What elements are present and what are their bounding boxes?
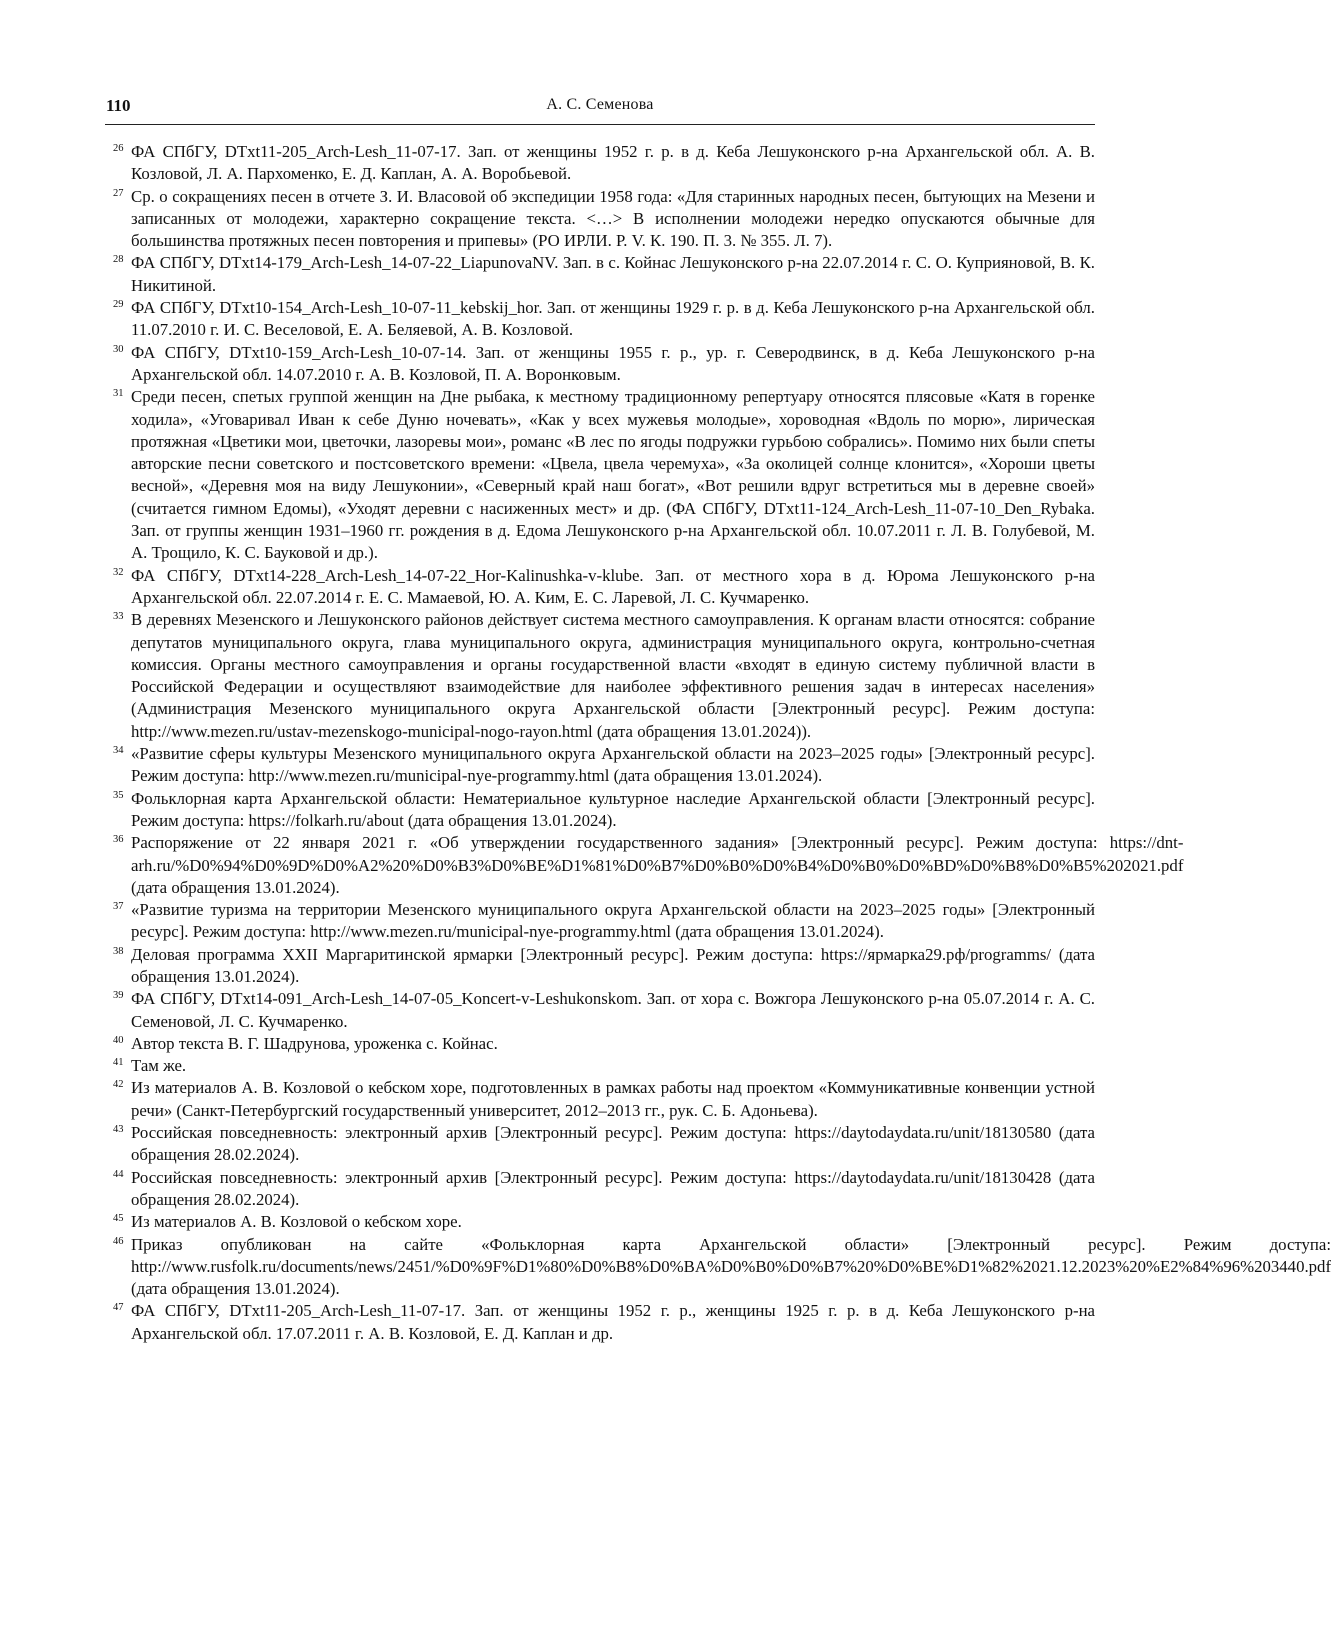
- endnote: [105, 141, 1095, 186]
- page-header: [105, 0, 1095, 125]
- endnote: [105, 899, 1095, 944]
- endnote-number: 42: [113, 1079, 124, 1091]
- endnote-text: ФА СПбГУ, DTxt14-228_Arch-Lesh_14-07-22_Hor-Kalinushka-v-klube. Зап. от местного хора в д. Юрома Лешуконского р-на Архангельской обл. 22.07.2014 г. Е. С. Мамаевой, Ю. А. Ким, Е. С. Ларевой, Л. С. Кучмаренко.: [131, 565, 1095, 607]
- endnote-number: 32: [113, 566, 124, 578]
- endnote-number: 28: [113, 254, 124, 266]
- endnote: [105, 1167, 1095, 1212]
- endnote: [105, 1033, 1095, 1055]
- endnote: [105, 1055, 1095, 1077]
- endnote-text: Из материалов А. В. Козловой о кебском хоре.: [131, 1212, 462, 1232]
- endnote: [105, 1300, 1095, 1345]
- endnote: [105, 1122, 1095, 1167]
- endnote-text: «Развитие сферы культуры Мезенского муниципального округа Архангельской области на 2023–2025 годы» [Электронный ресурс]. Режим доступа: http://www.mezen.ru/municipal-nye-programmy.html (дата обращения 13.01.2024).: [131, 744, 1095, 786]
- endnote-text: ФА СПбГУ, DTxt10-159_Arch-Lesh_10-07-14. Зап. от женщины 1955 г. р., ур. г. Северодвинск, в д. Кеба Лешуконского р-на Архангельской обл. 14.07.2010 г. А. В. Козловой, П. А. Воронковым.: [131, 342, 1095, 384]
- endnote: [105, 1234, 1331, 1301]
- document-page: [105, 0, 1331, 1345]
- endnote-text: Российская повседневность: электронный архив [Электронный ресурс]. Режим доступа: https://daytodaydata.ru/unit/18130580 (дата обращения 28.02.2024).: [131, 1123, 1095, 1165]
- endnote: [105, 944, 1095, 989]
- endnote-number: 34: [113, 745, 124, 757]
- endnote-number: 30: [113, 343, 124, 355]
- endnote-text: Приказ опубликован на сайте «Фольклорная карта Архангельской области» [Электронный ресурс]. Режим доступа: http://www.rusfolk.ru/documents/news/2451/%D0%9F%D1%80%D0%B8%D0%BA%D0%B0%D0%B7%20%D0%BE%D1%82%2021.12.2023%20%E2%84%96%203440.pdf (дата обращения 13.01.2024).: [131, 1234, 1331, 1299]
- endnote: [105, 1211, 1095, 1233]
- endnote: [105, 832, 1184, 899]
- endnote-number: 37: [113, 901, 124, 913]
- endnote-text: В деревнях Мезенского и Лешуконского районов действует система местного самоуправления. К органам власти относятся: собрание депутатов муниципального округа, глава муниципального округа, администрация муниципального округа, контрольно-счетная комиссия. Органы местного самоуправления и органы государственной власти «входят в единую систему публичной власти в Российской Федерации и осуществляют взаимодействие для наиболее эффективного решения задач в интересах населения» (Администрация Мезенского муниципального округа Архангельской области [Электронный ресурс]. Режим доступа: http://www.mezen.ru/ustav-mezenskogo-municipal-nogo-rayon.html (дата обращения 13.01.2024)).: [131, 610, 1095, 741]
- endnote-text: Автор текста В. Г. Шадрунова, уроженка с. Койнас.: [131, 1033, 498, 1053]
- endnote: [105, 297, 1095, 342]
- endnote-text: ФА СПбГУ, DTxt10-154_Arch-Lesh_10-07-11_kebskij_hor. Зап. от женщины 1929 г. р. в д. Кеба Лешуконского р-на Архангельской обл. 11.07.2010 г. И. С. Веселовой, Е. А. Беляевой, А. В. Козловой.: [131, 298, 1095, 340]
- endnote-text: Деловая программа XXII Маргаритинской ярмарки [Электронный ресурс]. Режим доступа: https://ярмарка29.рф/programms/ (дата обращения 13.01.2024).: [131, 944, 1095, 986]
- endnote: [105, 386, 1095, 564]
- running-title: А. С. Семенова: [546, 96, 654, 113]
- endnote-number: 45: [113, 1213, 124, 1225]
- endnotes-list: [105, 141, 1331, 1345]
- endnote-text: ФА СПбГУ, DTxt11-205_Arch-Lesh_11-07-17. Зап. от женщины 1952 г. р. в д. Кеба Лешуконского р-на Архангельской обл. А. В. Козловой, Л. А. Пархоменко, Е. Д. Каплан, А. А. Воробьевой.: [131, 142, 1095, 184]
- endnote: [105, 186, 1095, 253]
- endnote-text: Распоряжение от 22 января 2021 г. «Об утверждении государственного задания» [Электронный ресурс]. Режим доступа: https://dnt-arh.ru/%D0%94%D0%9D%D0%A2%20%D0%B3%D0%BE%D1%81%D0%B7%D0%B0%D0%B4%D0%B0%D0%BD%D0%B8%D0%B5%202021.pdf (дата обращения 13.01.2024).: [131, 833, 1184, 897]
- endnote-text: ФА СПбГУ, DTxt14-179_Arch-Lesh_14-07-22_LiapunovaNV. Зап. в с. Койнас Лешуконского р-на 22.07.2014 г. С. О. Куприяновой, В. К. Никитиной.: [131, 253, 1095, 295]
- endnote: [105, 342, 1095, 387]
- endnote-text: Фольклорная карта Архангельской области: Нематериальное культурное наследие Архангельской области [Электронный ресурс]. Режим доступа: https://folkarh.ru/about (дата обращения 13.01.2024).: [131, 788, 1095, 830]
- endnote-number: 44: [113, 1168, 124, 1180]
- endnote-text: Среди песен, спетых группой женщин на Дне рыбака, к местному традиционному репертуару относятся плясовые «Катя в горенке ходила», «Уговаривал Иван к себе Дуню ночевать», «Как у всех мужевья молодые», хороводная «Вдоль по морю», лирическая протяжная «Цветики мои, цветочки, лазоревы мои», романс «В лес по ягоды подружки гурьбою собрались». Помимо них были спеты авторские песни советского и постсоветского времени: «Цвела, цвела черемуха», «За околицей солнце клонится», «Хороши цветы весной», «Деревня моя на виду Лешуконии», «Северный край наш богат», «Вот решили вдруг встретиться мы в деревне своей» (считается гимном Едомы), «Уходят деревни с насиженных мест» и др. (ФА СПбГУ, DTxt11-124_Arch-Lesh_11-07-10_Den_Rybaka. Зап. от группы женщин 1931–1960 гг. рождения в д. Едома Лешуконского р-на Архангельской обл. 10.07.2011 г. Л. В. Голубевой, М. А. Трощило, К. С. Бауковой и др.).: [131, 387, 1095, 563]
- endnote-number: 36: [113, 834, 124, 846]
- endnote-text: ФА СПбГУ, DTxt11-205_Arch-Lesh_11-07-17. Зап. от женщины 1952 г. р., женщины 1925 г. р. в д. Кеба Лешуконского р-на Архангельской обл. 17.07.2011 г. А. В. Козловой, Е. Д. Каплан и др.: [131, 1301, 1095, 1343]
- endnote-number: 35: [113, 789, 124, 801]
- endnote: [105, 1077, 1095, 1122]
- endnote: [105, 609, 1095, 743]
- endnote: [105, 788, 1095, 833]
- endnote-text: Там же.: [131, 1056, 187, 1076]
- endnote: [105, 743, 1095, 788]
- endnote-number: 38: [113, 945, 124, 957]
- endnote-text: ФА СПбГУ, DTxt14-091_Arch-Lesh_14-07-05_Koncert-v-Leshukonskom. Зап. от хора с. Вожгора Лешуконского р-на 05.07.2014 г. А. С. Семеновой, Л. С. Кучмаренко.: [131, 989, 1095, 1031]
- endnote-text: Ср. о сокращениях песен в отчете З. И. Власовой об экспедиции 1958 года: «Для старинных народных песен, бытующих на Мезени и записанных от молодежи, характерно сокращение текста. <…> В исполнении молодежи нередко опускаются обычные для большинства протяжных песен повторения и припевы» (РО ИРЛИ. Р. V. К. 190. П. 3. № 355. Л. 7).: [131, 186, 1095, 251]
- endnote-text: «Развитие туризма на территории Мезенского муниципального округа Архангельской области на 2023–2025 годы» [Электронный ресурс]. Режим доступа: http://www.mezen.ru/municipal-nye-programmy.html (дата обращения 13.01.2024).: [131, 900, 1095, 942]
- endnote: [105, 988, 1095, 1033]
- endnote-number: 41: [113, 1057, 124, 1069]
- endnote: [105, 252, 1095, 297]
- endnote-number: 33: [113, 611, 124, 623]
- page-number: 110: [106, 96, 131, 115]
- endnote-number: 47: [113, 1302, 124, 1314]
- endnote-number: 26: [113, 143, 124, 154]
- endnote-number: 43: [113, 1124, 124, 1136]
- endnote-number: 31: [113, 388, 124, 400]
- endnote-text: Из материалов А. В. Козловой о кебском хоре, подготовленных в рамках работы над проектом «Коммуникативные конвенции устной речи» (Санкт-Петербургский государственный университет, 2012–2013 гг., рук. С. Б. Адоньева).: [131, 1078, 1095, 1120]
- endnote-number: 46: [113, 1235, 124, 1247]
- endnote-text: Российская повседневность: электронный архив [Электронный ресурс]. Режим доступа: https://daytodaydata.ru/unit/18130428 (дата обращения 28.02.2024).: [131, 1167, 1095, 1209]
- endnote-number: 27: [113, 187, 124, 199]
- endnote-number: 40: [113, 1034, 124, 1046]
- endnote: [105, 565, 1095, 610]
- endnote-number: 39: [113, 990, 124, 1002]
- endnote-number: 29: [113, 299, 124, 311]
